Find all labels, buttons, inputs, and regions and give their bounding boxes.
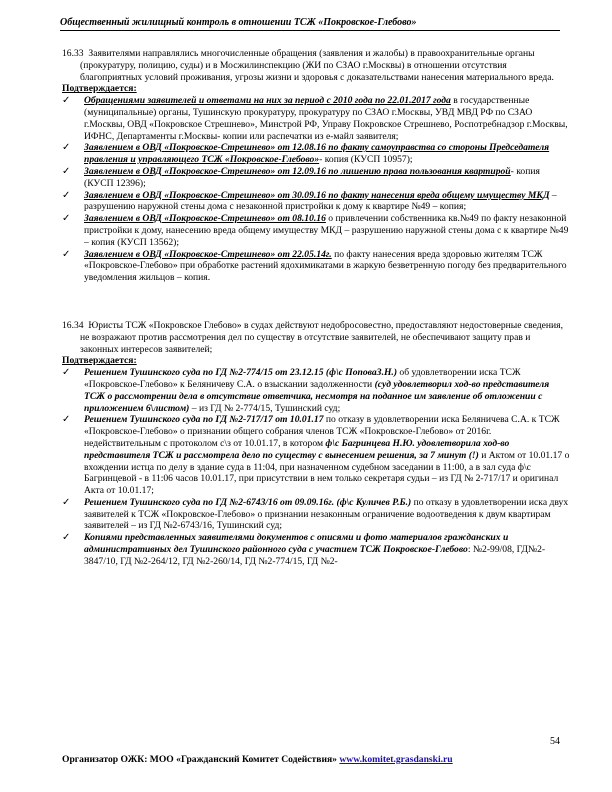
footer-text: Организатор ОЖК: МОО «Гражданский Комитет Содействия» bbox=[62, 754, 337, 765]
evidence-detail: по отказу в удовлетворении иска Беляничева С.А. к ТСЖ «Покровское-Глебово» о признании общего собрания членов ТСЖ «Покровское-Глебово» от 2016г. недействительным с протоколом с\з от 10.01.17, в котором bbox=[84, 414, 560, 449]
checkmark-icon: ✓ bbox=[62, 367, 71, 379]
checkmark-icon: ✓ bbox=[62, 496, 71, 508]
confirm-label: Подтверждается: bbox=[62, 355, 137, 367]
evidence-detail: - копия (КУСП 10957); bbox=[319, 154, 413, 166]
evidence-item bbox=[62, 95, 570, 142]
checkmark-icon: ✓ bbox=[62, 142, 71, 154]
evidence-title: Обращениями заявителей и ответами на них за период с 2010 года по 22.01.2017 года bbox=[84, 95, 451, 107]
section-16-33 bbox=[62, 48, 570, 83]
page-number: 54 bbox=[550, 736, 560, 747]
section-16-34 bbox=[62, 320, 570, 355]
footer-link[interactable]: www.komitet.grasdanski.ru bbox=[339, 754, 453, 765]
checkmark-icon: ✓ bbox=[62, 248, 71, 260]
evidence-detail: по отказу в удовлетворении иска двух заявителей к ТСЖ «Покровское-Глебово» о признании незаконным ограничение водоотведения к двум квартирам заявителей – из ГД №2-6743/16, Тушинский суд; bbox=[84, 496, 569, 532]
checkmark-icon: ✓ bbox=[62, 532, 71, 544]
evidence-detail: – разрушению наружной стены дома с незаконной пристройки к дому к квартире №49 – копия; bbox=[84, 189, 557, 213]
evidence-detail: : №2-99/08, ГД№2-3847/10, ГД №2-264/12, ГД №2-260/14, ГД №2-774/15, ГД №2- bbox=[84, 544, 546, 567]
evidence-detail: об удовлетворении иска ТСЖ «Покровское-Глебово» к Беляничеву С.А. о взыскании задолженности bbox=[84, 367, 521, 390]
page-content bbox=[62, 48, 570, 568]
evidence-detail: и Актом от 10.01.17 о вхождении истца по делу в здание суда в 11:04, при назначенном судебном заседании в 11:00, а в зал суда ф\с Багринцевой - в 11:06 часов 10.01.17, при присутствии в нем только секретаря судьи – из ГД № 2-717/17 и оригинал Акта от 10.01.17; bbox=[84, 449, 570, 497]
evidence-list-2 bbox=[62, 367, 570, 568]
evidence-title: Решением Тушинского суда по ГД №2-774/15 от 23.12.15 (ф\с ПоповаЗ.Н.) bbox=[84, 367, 398, 379]
evidence-item bbox=[62, 497, 570, 532]
checkmark-icon: ✓ bbox=[62, 189, 71, 201]
evidence-item bbox=[62, 367, 570, 414]
evidence-detail: – из ГД № 2-774/15, Тушинский суд; bbox=[189, 402, 341, 414]
evidence-detail: - копия (КУСП 12396); bbox=[84, 165, 540, 189]
evidence-title: Решением Тушинского суда по ГД №2-6743/16 от 09.09.16г. (ф\с Куличев Р.Б.) bbox=[84, 496, 412, 508]
evidence-item bbox=[62, 190, 570, 214]
confirm-label: Подтверждается: bbox=[62, 83, 137, 95]
evidence-title: Заявлением в ОВД «Покровское-Стрешнево» от 12.08.16 по факту самоуправства со стороны Председателя правления и управляющего ТСЖ «Покровское-Глебово» bbox=[84, 142, 550, 166]
evidence-title: Копиями представленных заявителями документов с описями и фото материалов гражданских и административных дел Тушинского районного суда с участием ТСЖ Покровское-Глебово bbox=[84, 532, 509, 556]
evidence-title: Решением Тушинского суда по ГД №2-717/17 от 10.01.17 bbox=[84, 414, 324, 426]
evidence-title: (суд удовлетворил ход-во представителя ТСЖ о рассмотрении дела в отсутствие ответчика, несмотря на поданное им заявление об отложении с приложением 6\листом) bbox=[84, 378, 550, 414]
evidence-title: Заявлением в ОВД «Покровское-Стрешнево» от 12.09.16 по лишению права пользования квартирой bbox=[84, 165, 511, 177]
section-text: Юристы ТСЖ «Покровское Глебово» в судах действуют недобросовестно, предоставляют недостоверные сведения, не возражают против рассмотрения дел по существу в отсутствие заявителей, не обеспечивают защиту прав и законных интересов заявителей; bbox=[80, 319, 563, 355]
evidence-item bbox=[62, 142, 570, 166]
evidence-item bbox=[62, 166, 570, 190]
evidence-title: Заявлением в ОВД «Покровское-Стрешнево» от 30.09.16 по факту нанесения вреда общему имуществу МКД bbox=[84, 189, 550, 201]
section-text: Заявителями направлялись многочисленные обращения (заявления и жалобы) в правоохранительные органы (прокуратуру, полицию, суды) и в Мосжилинспекцию (ЖИ по СЗАО г.Москвы) в отношении отсутствия благоприятных условий проживания, угрозы жизни и здоровья с доказательствами нанесения материального вреда. bbox=[80, 48, 554, 83]
evidence-title: ф\с Багринцева Н.Ю. удовлетворила ход-во представителя ТСЖ и рассмотрела дело по существу с вынесением решения, за 7 минут (!) bbox=[84, 437, 510, 461]
evidence-item bbox=[62, 249, 570, 284]
evidence-detail: в государственные (муниципальные) органы, Тушинскую прокуратуру, прокуратуру по СЗАО г.Москвы, УВД МВД РФ по СЗАО г.Москвы, ОВД «Покровское Стрешнево», Минстрой РФ, Управу Покровское Стрешнево, Роспотребнадзор г.Москвы, ИФНС, Департаменты г.Москвы- копии или распечатки из e-майл заявителя; bbox=[84, 95, 568, 142]
evidence-title: Заявлением в ОВД «Покровское-Стрешнево» от 22.05.14г. bbox=[84, 248, 332, 260]
evidence-detail: о привлечении собственника кв.№49 по факту незаконной пристройки к дому, нанесению вреда общему имуществу МКД – разрушению наружной стены дома с к квартире №49 – копия (КУСП 13562); bbox=[84, 213, 569, 248]
evidence-title: Заявлением в ОВД «Покровское-Стрешнево» от 08.10.16 bbox=[84, 213, 326, 225]
evidence-item bbox=[62, 213, 570, 248]
evidence-detail: по факту нанесения вреда здоровью жителям ТСЖ «Покровское-Глебово» при обработке растений ядохимикатами в жаркую безветренную погоду без предварительного уведомления жильцов – копия. bbox=[84, 248, 567, 284]
page-header: Общественный жилищный контроль в отношении ТСЖ «Покровское-Глебово» bbox=[60, 16, 560, 31]
checkmark-icon: ✓ bbox=[62, 414, 71, 426]
checkmark-icon: ✓ bbox=[62, 213, 71, 225]
section-number: 16.34 bbox=[62, 319, 84, 331]
checkmark-icon: ✓ bbox=[62, 95, 71, 107]
checkmark-icon: ✓ bbox=[62, 165, 71, 177]
evidence-list-1 bbox=[62, 95, 570, 284]
evidence-item bbox=[62, 414, 570, 497]
evidence-item bbox=[62, 532, 570, 567]
page-footer bbox=[62, 754, 562, 765]
section-number: 16.33 bbox=[62, 48, 84, 59]
